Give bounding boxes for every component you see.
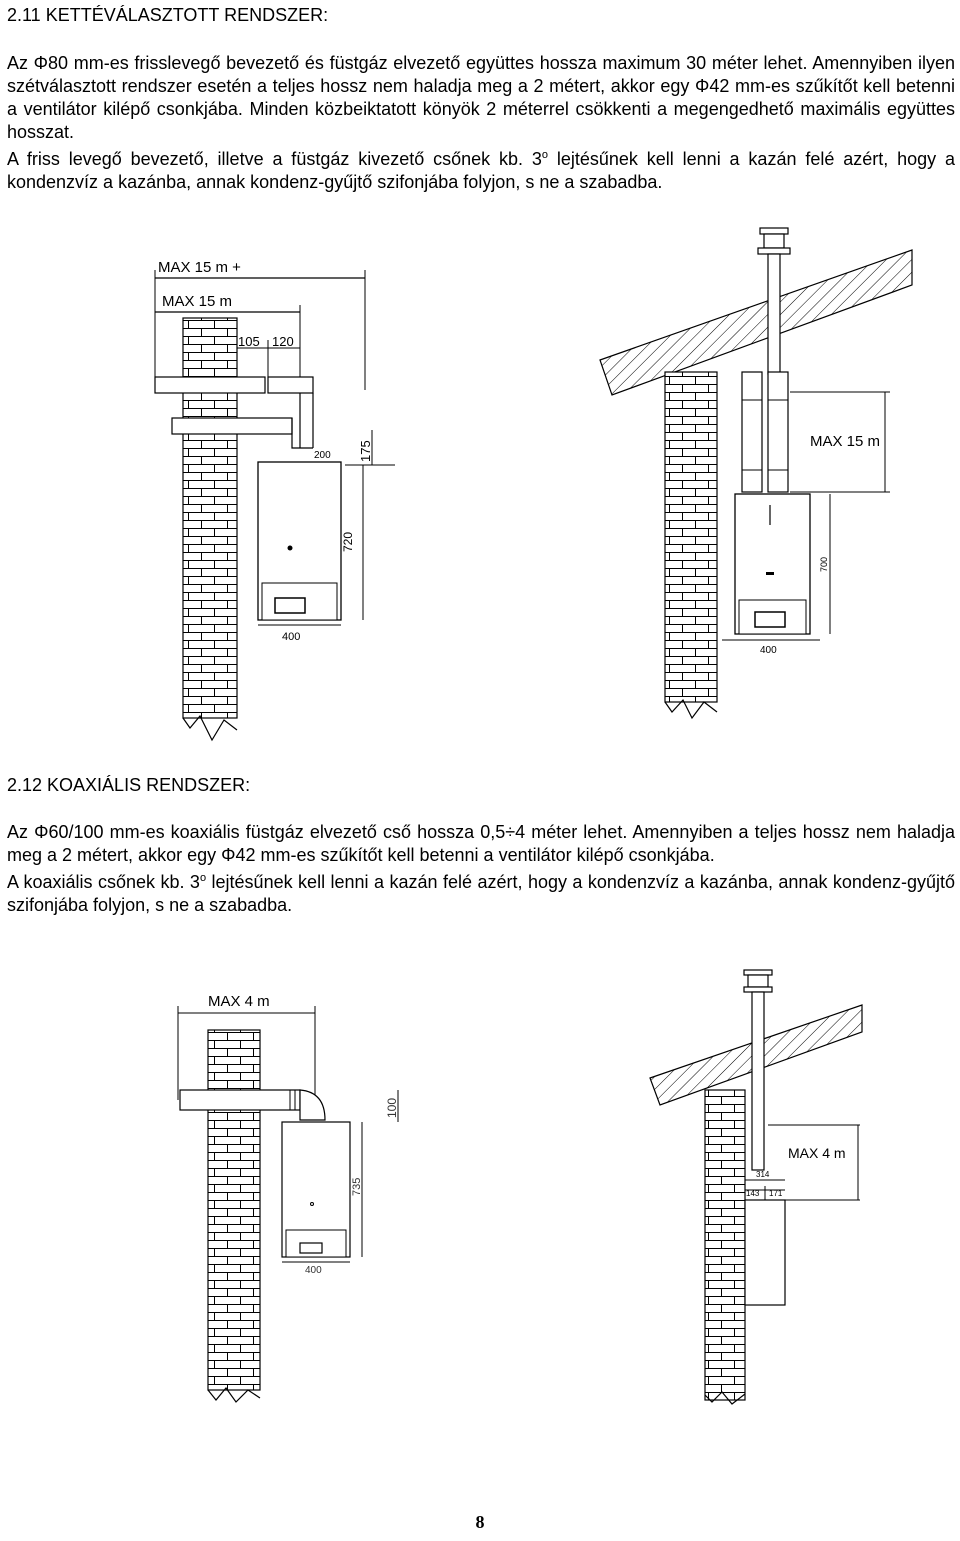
brick-wall bbox=[208, 1030, 260, 1390]
dim-120: 120 bbox=[272, 334, 294, 349]
dim-700: 700 bbox=[819, 556, 829, 572]
separated-wall-diagram bbox=[140, 240, 415, 750]
max-4-label: MAX 4 m bbox=[208, 993, 270, 1010]
max-15-label: MAX 15 m bbox=[810, 433, 881, 450]
section-heading-separated: 2.11 KETTÉVÁLASZTOTT RENDSZER: bbox=[7, 5, 329, 25]
dim-720: 720 bbox=[341, 531, 355, 552]
dim-735: 735 bbox=[351, 1177, 363, 1196]
air-pipe bbox=[155, 377, 265, 393]
brick-wall bbox=[705, 1090, 745, 1400]
dim-100: 100 bbox=[385, 1097, 399, 1118]
flue-pipe bbox=[768, 254, 780, 374]
dim-143: 143 bbox=[746, 1189, 760, 1198]
dim-175: 175 bbox=[358, 440, 373, 462]
coaxial-roof-diagram bbox=[640, 965, 870, 1405]
dim-314: 314 bbox=[756, 1170, 770, 1179]
separated-paragraph-length: Az Φ80 mm-es frisslevegő bevezető és füstgáz elvezető együttes hossza maximum 30 méter lehet. Amennyiben ilyen szétválasztott rendszer esetén a teljes hossz nem haladja meg a 2 métert, akkor egy Φ42 mm-es szűkítőt kell betenni a ventilátor kilépő csonkjába. Minden közbeiktatott könyök 2 méterrel csökkenti a megengedhető maximális együttes hosszat. bbox=[7, 53, 955, 142]
separated-roof-diagram bbox=[595, 225, 915, 725]
max-15-label: MAX 15 m bbox=[162, 293, 233, 310]
coaxial-paragraph-length: Az Φ60/100 mm-es koaxiális füstgáz elvezető cső hossza 0,5÷4 méter lehet. Amennyiben a teljes hossz nem haladja meg a 2 métert, akkor egy Φ42 mm-es szűkítőt kell betenni a ventilátor kilépő csonkjába. bbox=[7, 822, 955, 865]
coaxial-pipe bbox=[752, 992, 764, 1170]
section-heading-coaxial: 2.12 KOAXIÁLIS RENDSZER: bbox=[7, 775, 251, 795]
coaxial-system-text bbox=[7, 821, 955, 917]
max-4-label: MAX 4 m bbox=[788, 1145, 846, 1161]
dim-400: 400 bbox=[760, 645, 777, 656]
dim-105: 105 bbox=[238, 334, 260, 349]
flue-pipe bbox=[172, 418, 292, 434]
dim-400: 400 bbox=[305, 1265, 322, 1276]
separated-paragraph-slope: A friss levegő bevezető, illetve a füstgáz kivezető csőnek kb. 3$^o$ lejtésűnek kell lenni a kazán felé azért, hogy a kondenzvíz a kazánba, annak kondenz-gyűjtő szifonjába folyjon, s ne a szabadba. bbox=[7, 149, 955, 192]
brick-wall bbox=[665, 372, 717, 702]
separated-system-text bbox=[7, 52, 955, 194]
boiler bbox=[745, 1200, 785, 1305]
coaxial-wall-diagram bbox=[170, 985, 410, 1405]
dim-171: 171 bbox=[769, 1189, 783, 1198]
dim-400: 400 bbox=[282, 631, 301, 643]
dim-200: 200 bbox=[314, 450, 331, 461]
page-number: 8 bbox=[475, 1512, 485, 1532]
coaxial-pipe bbox=[180, 1090, 300, 1110]
coaxial-paragraph-slope: A koaxiális csőnek kb. 3$^o$ lejtésűnek kell lenni a kazán felé azért, hogy a kondenzvíz a kazánba, annak kondenz-gyűjtő szifonjába folyjon, s ne a szabadba. bbox=[7, 872, 955, 915]
max-total-label: MAX 15 m + bbox=[158, 259, 241, 276]
